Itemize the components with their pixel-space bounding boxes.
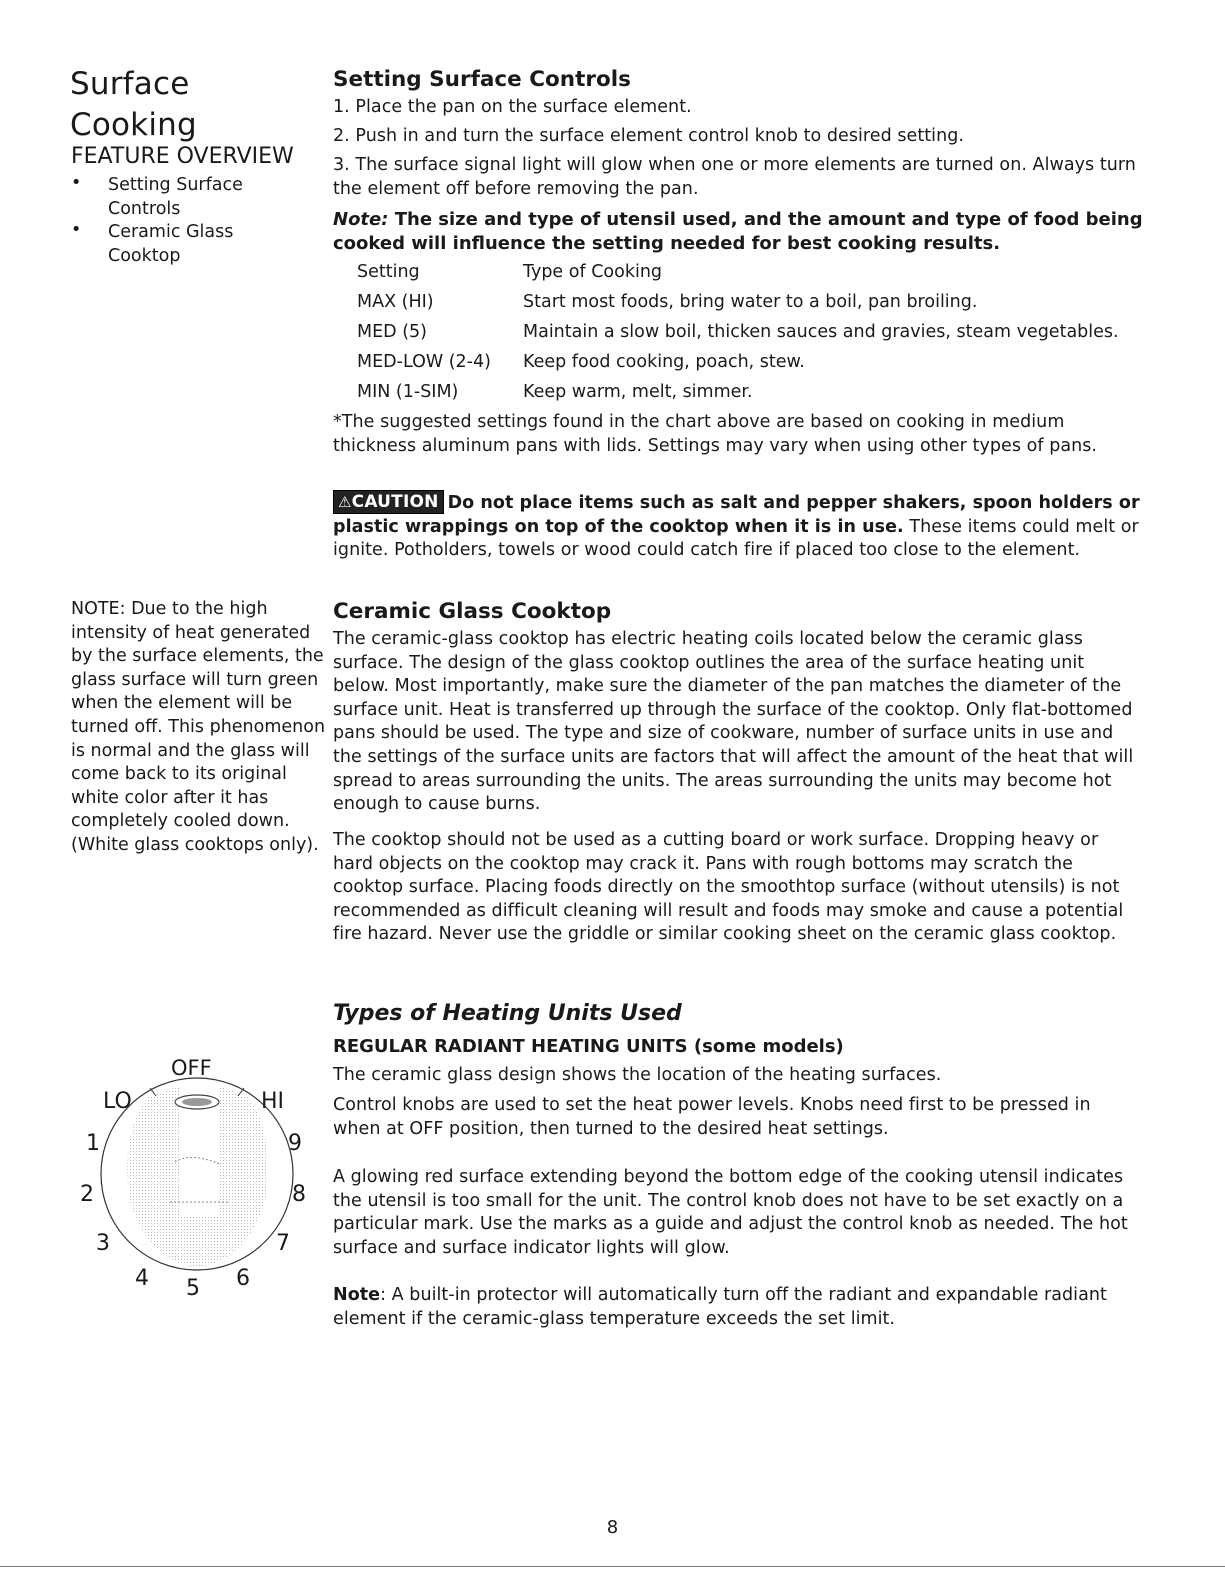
setting-surface-controls-heading: Setting Surface Controls bbox=[333, 67, 631, 92]
feature-item-setting-surface-controls bbox=[71, 174, 301, 221]
dial-label-2: 2 bbox=[80, 1182, 94, 1207]
protector-note-label: Note bbox=[333, 1285, 381, 1305]
step-1: 1. Place the pan on the surface element. bbox=[333, 97, 692, 117]
ceramic-paragraph-1: The ceramic-glass cooktop has electric heating coils located below the ceramic glass surface. The design of the glass cooktop outlines the area of the surface heating unit below. Most importantly, make sure the diameter of the pan matches the diameter of the surface unit. Heat is transferred up through the surface of the cooktop. Only flat-bottomed pans should be used. The type and size of cookware, number of surface units in use and the settings of the surface units are factors that will affect the amount of the heat that will spread to areas surrounding the units. The areas surrounding the units may become hot enough to cause burns. bbox=[333, 629, 1134, 815]
type-cell: Keep warm, melt, simmer. bbox=[523, 382, 753, 402]
cooking-note bbox=[333, 208, 1143, 257]
feature-item-label: Ceramic Glass Cooktop bbox=[108, 222, 234, 266]
caution-badge bbox=[333, 490, 444, 514]
cooking-note-label: Note: bbox=[333, 209, 389, 230]
protector-note-text: : A built-in protector will automatically turn off the radiant and expandable radiant element if the ceramic-glass temperature exceeds the set limit. bbox=[333, 1285, 1107, 1329]
setting-cell: MIN (1-SIM) bbox=[357, 382, 459, 402]
protector-note bbox=[333, 1284, 1143, 1331]
radiant-paragraph-1: The ceramic glass design shows the location of the heating surfaces. bbox=[333, 1065, 942, 1085]
dial-label-off: OFF bbox=[171, 1056, 212, 1080]
settings-header-setting: Setting bbox=[357, 262, 420, 282]
settings-table bbox=[357, 262, 1119, 412]
page-number: 8 bbox=[606, 1517, 619, 1538]
table-row bbox=[357, 292, 1119, 322]
page-title bbox=[70, 64, 197, 146]
step-3: 3. The surface signal light will glow when one or more elements are turned on. Always turn the element off before removing the pan. bbox=[333, 155, 1136, 199]
type-cell: Start most foods, bring water to a boil, pan broiling. bbox=[523, 292, 978, 312]
dial-label-lo: LO bbox=[103, 1089, 132, 1114]
caution-bold-text: Do not place items such as salt and pepper shakers, spoon holders or plastic wrappings on top of the cooktop when it is in use. bbox=[333, 493, 1140, 537]
bullet: • bbox=[71, 173, 82, 193]
settings-footnote: *The suggested settings found in the chart above are based on cooking in medium thickness aluminum pans with lids. Settings may vary when using other types of pans. bbox=[333, 412, 1098, 456]
feature-list bbox=[71, 174, 301, 268]
caution-text: These items could melt or ignite. Potholders, towels or wood could catch fire if placed too close to the element. bbox=[333, 516, 1139, 561]
table-row bbox=[357, 382, 1119, 412]
ceramic-glass-cooktop-heading: Ceramic Glass Cooktop bbox=[333, 599, 612, 624]
feature-item-label: Setting Surface Controls bbox=[108, 175, 243, 219]
radiant-paragraph-2: Control knobs are used to set the heat power levels. Knobs need first to be pressed in when at OFF position, then turned to the desired heat settings. bbox=[333, 1095, 1091, 1139]
type-cell: Maintain a slow boil, thicken sauces and gravies, steam vegetables. bbox=[523, 322, 1119, 342]
dial-label-4: 4 bbox=[135, 1266, 149, 1291]
dial-label-hi: HI bbox=[261, 1089, 285, 1114]
caution-block bbox=[333, 490, 1143, 563]
setting-cell: MED-LOW (2-4) bbox=[357, 352, 491, 372]
feature-item-ceramic-glass-cooktop bbox=[71, 221, 301, 268]
dial-label-8: 8 bbox=[292, 1182, 306, 1207]
warning-triangle-icon: ⚠ bbox=[338, 493, 352, 511]
dial-label-7: 7 bbox=[276, 1231, 290, 1256]
table-row bbox=[357, 322, 1119, 352]
radiant-paragraph-3: A glowing red surface extending beyond the bottom edge of the cooking utensil indicates the utensil is too small for the unit. The control knob does not have to be set exactly on a particular mark. Use the marks as a guide and adjust the control knob as needed. The hot surface and surface indicator lights will glow. bbox=[333, 1167, 1128, 1258]
setting-cell: MAX (HI) bbox=[357, 292, 434, 312]
page-title-line2: Cooking bbox=[70, 107, 197, 143]
dial-label-1: 1 bbox=[86, 1131, 100, 1156]
bottom-divider bbox=[0, 1566, 1225, 1567]
caution-badge-label: CAUTION bbox=[351, 492, 439, 512]
dial-label-5: 5 bbox=[186, 1276, 200, 1301]
dial-label-9: 9 bbox=[288, 1131, 302, 1156]
page-title-line1: Surface bbox=[70, 66, 190, 102]
regular-radiant-heading: REGULAR RADIANT HEATING UNITS (some models) bbox=[333, 1036, 844, 1057]
side-note: NOTE: Due to the high intensity of heat generated by the surface elements, the glass surface will turn green when the element will be turned off. This phenomenon is normal and the glass will come back to its original white color after it has completely cooled down. (White glass cooktops only). bbox=[71, 599, 326, 855]
bullet: • bbox=[71, 220, 82, 241]
cooking-note-text: The size and type of utensil used, and the amount and type of food being cooked will influence the setting needed for best cooking results. bbox=[333, 209, 1143, 255]
dial-label-6: 6 bbox=[236, 1266, 250, 1291]
setting-cell: MED (5) bbox=[357, 322, 427, 342]
type-cell: Keep food cooking, poach, stew. bbox=[523, 352, 805, 372]
settings-header-type: Type of Cooking bbox=[523, 262, 663, 282]
control-knob-diagram bbox=[70, 1052, 330, 1302]
settings-table-header bbox=[357, 262, 1119, 292]
table-row bbox=[357, 352, 1119, 382]
steps-list bbox=[333, 96, 1143, 207]
types-of-heating-units-heading: Types of Heating Units Used bbox=[333, 1001, 682, 1026]
dial-label-3: 3 bbox=[96, 1231, 110, 1256]
ceramic-paragraph-2: The cooktop should not be used as a cutting board or work surface. Dropping heavy or hard objects on the cooktop may crack it. Pans with rough bottoms may scratch the cooktop surface. Placing foods directly on the smoothtop surface (without utensils) is not recommended as difficult cleaning will result and foods may smoke and cause a potential fire hazard. Never use the griddle or similar cooking sheet on the ceramic glass cooktop. bbox=[333, 830, 1124, 945]
step-2: 2. Push in and turn the surface element control knob to desired setting. bbox=[333, 126, 965, 147]
feature-overview-heading: FEATURE OVERVIEW bbox=[71, 144, 294, 169]
